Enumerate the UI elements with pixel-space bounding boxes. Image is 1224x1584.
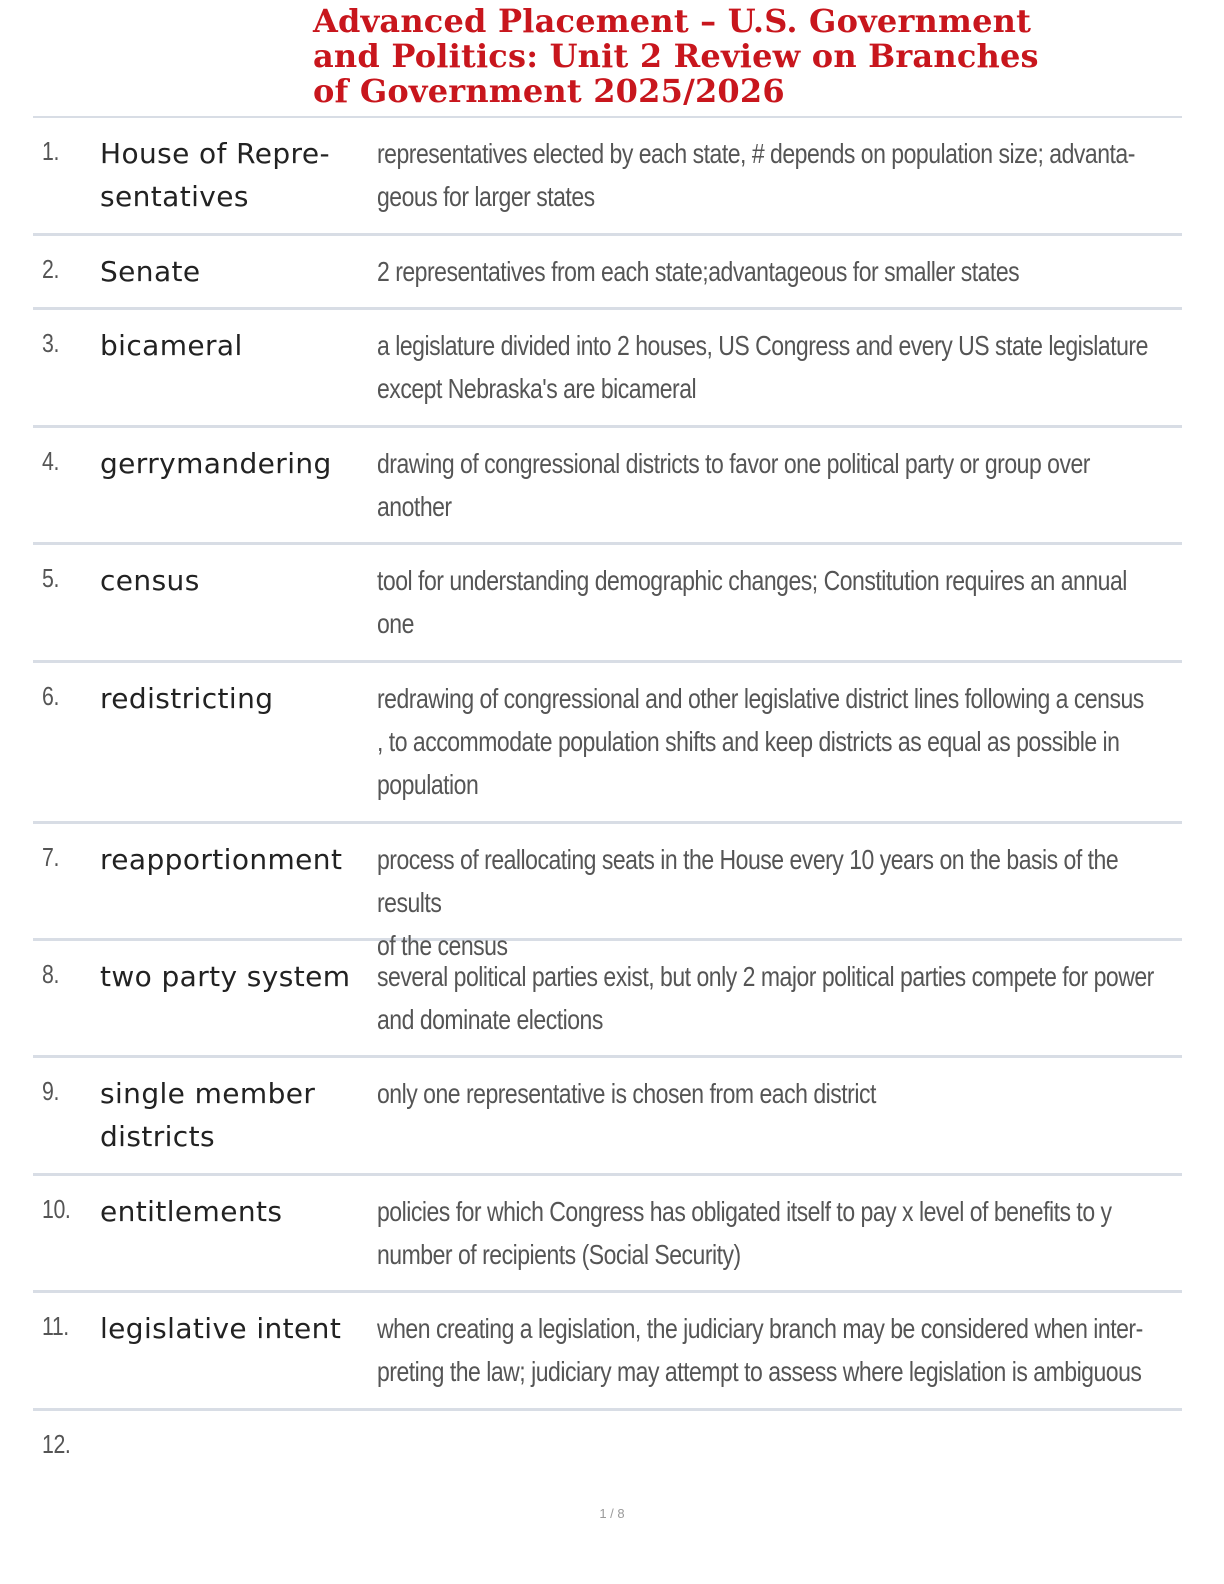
list-item bbox=[33, 1058, 1182, 1176]
list-item bbox=[33, 428, 1182, 545]
item-definition: a legislature divided into 2 houses, US Congress and every US state legislature except Nebraska's are bicameral bbox=[377, 330, 1148, 404]
item-definition: policies for which Congress has obligated itself to pay x level of benefits to y number of recipients (Social Security) bbox=[377, 1196, 1112, 1270]
title-line: and Politics: Unit 2 Review on Branches bbox=[313, 37, 1039, 75]
item-number: 7. bbox=[42, 842, 59, 872]
item-number: 2. bbox=[42, 254, 59, 284]
item-definition: representatives elected by each state, # depends on population size; advanta- geous for larger states bbox=[377, 138, 1135, 212]
item-definition: when creating a legislation, the judiciary branch may be considered when inter- preting the law; judiciary may attempt to assess where legislation is ambiguous bbox=[377, 1313, 1143, 1387]
item-term: entitlements bbox=[100, 1195, 283, 1228]
page-indicator: 1 / 8 bbox=[599, 1506, 625, 1521]
list-item bbox=[33, 1411, 1182, 1491]
item-number: 5. bbox=[42, 563, 59, 593]
item-term: census bbox=[100, 564, 200, 597]
item-definition: redrawing of congressional and other legislative district lines following a census , to accommodate population shifts and keep districts as equal as possible in population bbox=[377, 683, 1144, 800]
term-list bbox=[33, 116, 1182, 1491]
list-item bbox=[33, 663, 1182, 824]
item-definition: 2 representatives from each state;advantageous for smaller states bbox=[377, 256, 1020, 287]
item-term: two party system bbox=[100, 960, 351, 993]
item-number: 3. bbox=[42, 328, 59, 358]
item-term: bicameral bbox=[100, 329, 243, 362]
list-item bbox=[33, 310, 1182, 428]
list-item bbox=[33, 236, 1182, 310]
item-number: 6. bbox=[42, 681, 59, 711]
page-title bbox=[313, 4, 1113, 109]
item-definition: several political parties exist, but only 2 major political parties compete for power and dominate elections bbox=[377, 961, 1154, 1035]
item-number: 9. bbox=[42, 1076, 59, 1106]
list-item bbox=[33, 941, 1182, 1058]
item-number: 8. bbox=[42, 959, 59, 989]
item-number: 1. bbox=[42, 136, 59, 166]
item-definition: process of reallocating seats in the House every 10 years on the basis of the results of the census bbox=[377, 844, 1119, 961]
item-definition: only one representative is chosen from each district bbox=[377, 1078, 876, 1109]
list-item bbox=[33, 824, 1182, 961]
item-term: gerrymandering bbox=[100, 447, 332, 480]
title-line: Advanced Placement – U.S. Government bbox=[313, 2, 1032, 40]
item-term: House of Repre- sentatives bbox=[100, 137, 330, 213]
item-definition: drawing of congressional districts to favor one political party or group over another bbox=[377, 448, 1090, 522]
item-term: reapportionment bbox=[100, 843, 343, 876]
item-number: 10. bbox=[42, 1194, 71, 1224]
item-term: single member districts bbox=[100, 1077, 316, 1153]
item-term: redistricting bbox=[100, 682, 274, 715]
item-number: 12. bbox=[42, 1429, 71, 1459]
item-definition: tool for understanding demographic changes; Constitution requires an annual one bbox=[377, 565, 1127, 639]
title-line: of Government 2025/2026 bbox=[313, 72, 785, 110]
list-item bbox=[33, 545, 1182, 663]
item-term: legislative intent bbox=[100, 1312, 342, 1345]
list-item bbox=[33, 118, 1182, 236]
item-number: 11. bbox=[42, 1311, 69, 1341]
list-item bbox=[33, 1293, 1182, 1411]
item-number: 4. bbox=[42, 446, 59, 476]
item-term: Senate bbox=[100, 255, 201, 288]
list-item bbox=[33, 1176, 1182, 1293]
